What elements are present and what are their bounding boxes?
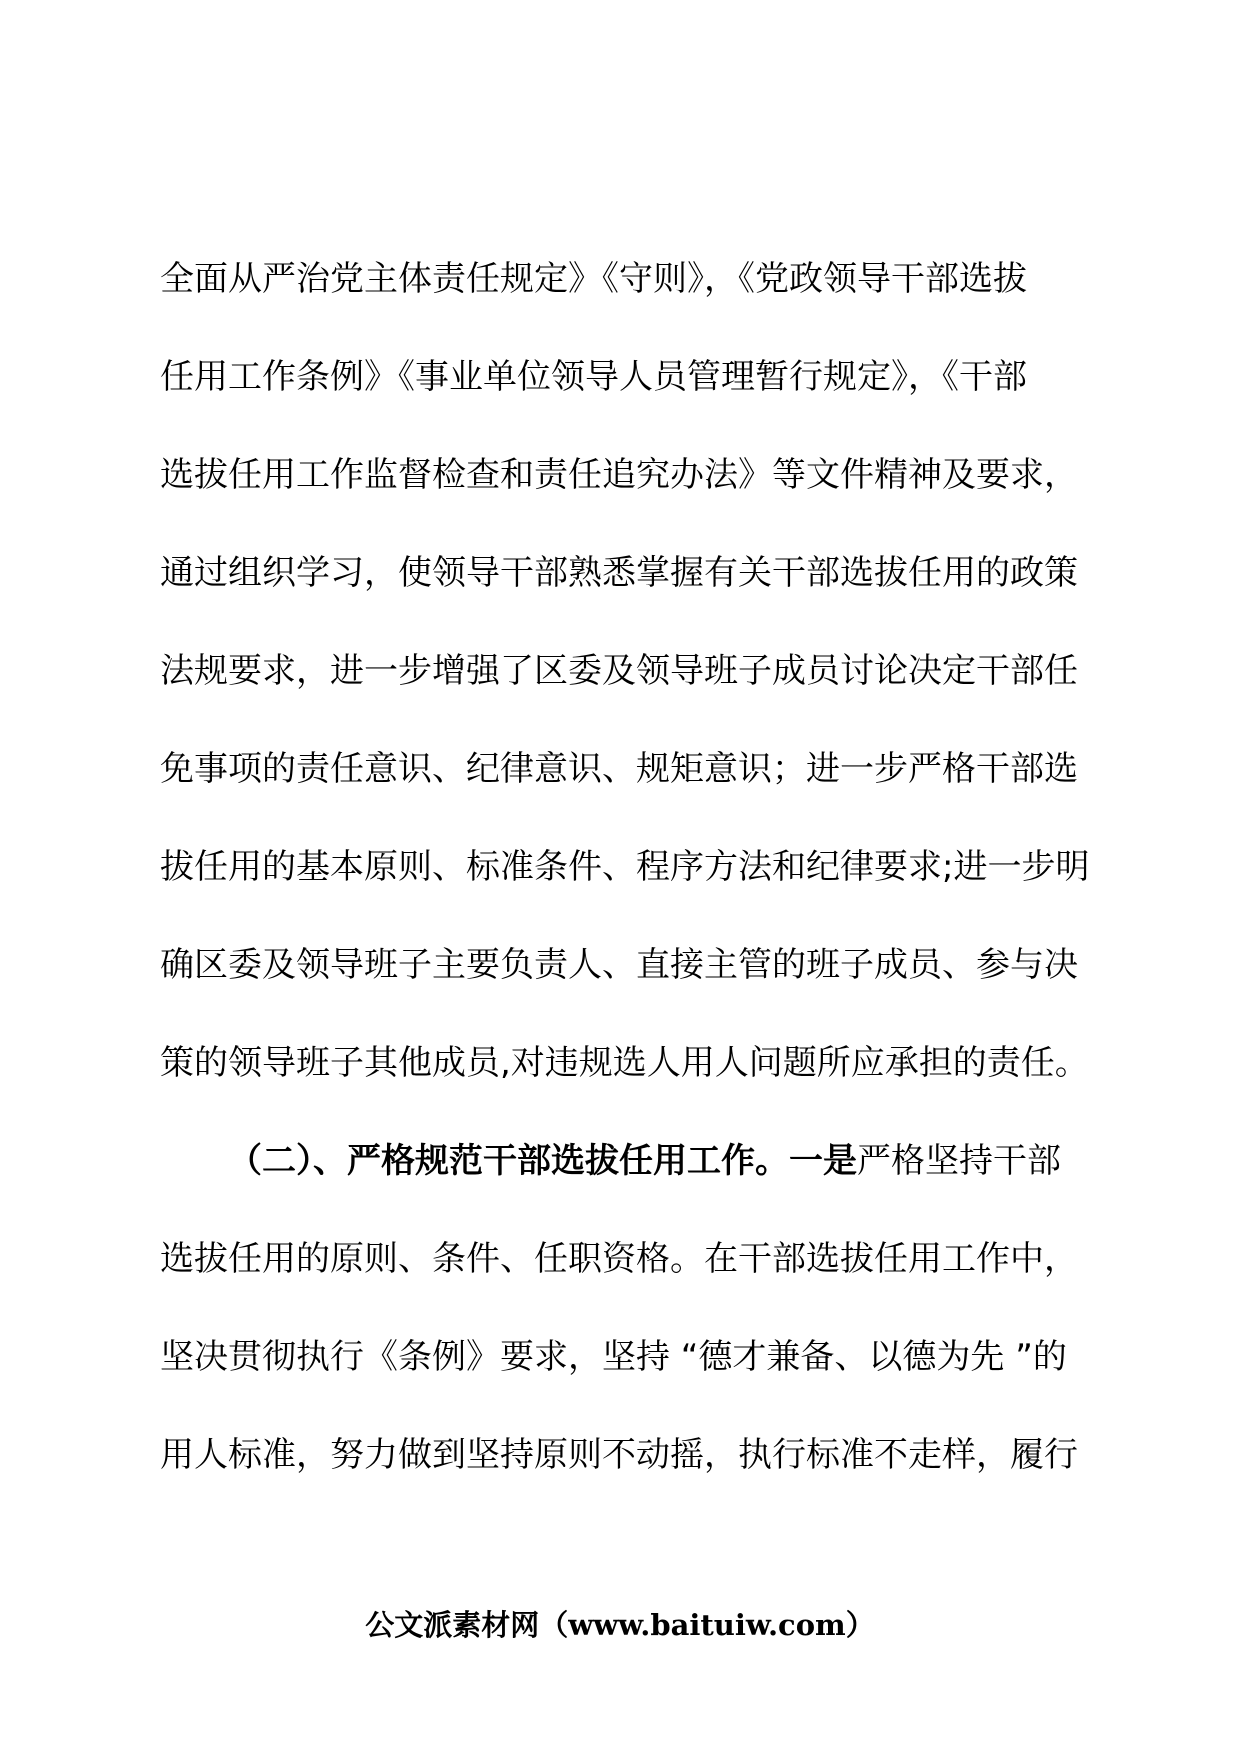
body-line-6: 免事项的责任意识、纪律意识、规矩意识；进一步严格干部选 [160,749,1078,789]
body-line-8: 确区委及领导班子主要负责人、直接主管的班子成员、参与决 [160,945,1078,985]
section-line-3: 坚决贯彻执行《条例》要求，坚持 “德才兼备、以德为先 ”的 [160,1337,1067,1377]
body-line-7: 拔任用的基本原则、标准条件、程序方法和纪律要求;进一步明 [160,847,1090,887]
section-first-line-rest: 严格坚持干部 [857,1141,1061,1181]
section-heading: （二）、严格规范干部选拔任用工作。一是 [228,1141,857,1181]
body-line-9: 策的领导班子其他成员,对违规选人用人问题所应承担的责任。 [160,1043,1089,1083]
section-line-2: 选拔任用的原则、条件、任职资格。在干部选拔任用工作中， [160,1239,1078,1279]
body-line-2: 任用工作条例》《事业单位领导人员管理暂行规定》，《干部 [160,357,1027,397]
body-line-4: 通过组织学习，使领导干部熟悉掌握有关干部选拔任用的政策 [160,553,1078,593]
section-first-line [160,1112,1080,1210]
section-line-4: 用人标准，努力做到坚持原则不动摇，执行标准不走样，履行 [160,1435,1078,1475]
footer-watermark: 公文派素材网（www.baituiw.com） [365,1608,875,1642]
body-line-5: 法规要求，进一步增强了区委及领导班子成员讨论决定干部任 [160,651,1078,691]
body-line-3: 选拔任用工作监督检查和责任追究办法》等文件精神及要求， [160,455,1078,495]
document-body [160,230,1090,1504]
body-line-1: 全面从严治党主体责任规定》《守则》，《党政领导干部选拔 [160,259,1027,299]
